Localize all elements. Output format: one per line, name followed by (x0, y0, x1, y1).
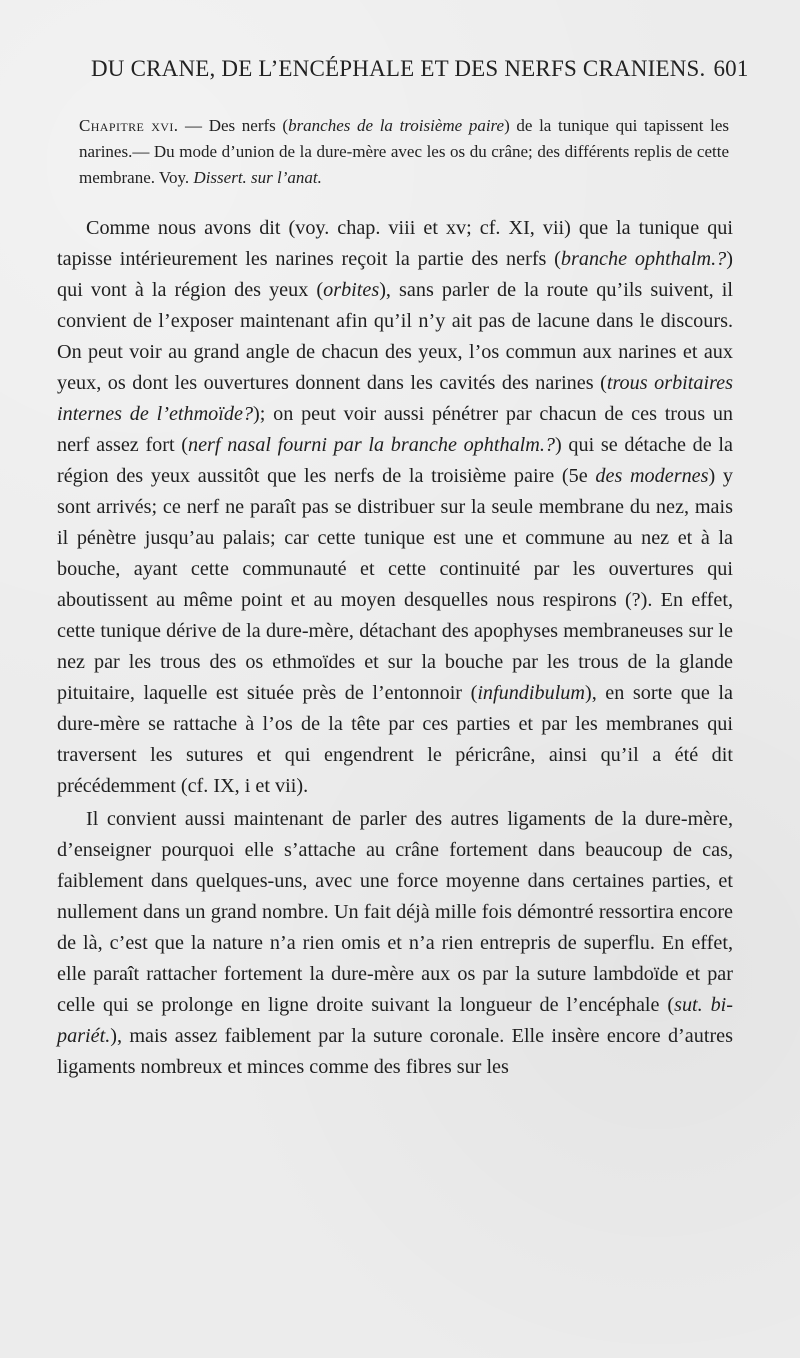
page-header-title: DU CRANE, DE L’ENCÉPHALE ET DES NERFS CRANIENS. (91, 56, 706, 81)
paragraph-2 (57, 804, 733, 1083)
paragraph-1-text-5: ) qui se détache de la région des yeux aussitôt que les nerfs de la troisième paire (5e (57, 434, 733, 487)
paragraph-1-text-2: ) qui vont à la région des yeux ( (57, 248, 733, 301)
summary-text-1: — Des nerfs ( (178, 116, 289, 135)
paragraph-1-text-7: ), en sorte que la dure-mère se rattache à l’os de la tête par ces parties et par les membranes qui traversent les sutures et qui engendrent le péricrâne, ainsi qu’il a été dit précédemment (cf. IX, i et vii). (57, 682, 733, 797)
page-number: 601 (713, 56, 749, 81)
paragraph-1-text-1: Comme nous avons dit (voy. chap. viii et xv; cf. XI, vii) que la tunique qui tapisse intérieurement les narines reçoit la partie des nerfs ( (57, 217, 733, 270)
paragraph-1-italic-4: nerf nasal fourni par la branche ophthalm.? (188, 434, 555, 456)
paragraph-1-text-4: ); on peut voir aussi pénétrer par chacun de ces trous un nerf assez fort ( (57, 403, 734, 456)
paragraph-1-text-3: ), sans parler de la route qu’ils suivent, il convient de l’exposer maintenant afin qu’il n’y ait pas de lacune dans le discours. On peut voir au grand angle de chacun des yeux, l’os commun aux narines et aux yeux, os dont les ouvertures donnent dans les cavités des narines ( (57, 279, 733, 394)
paragraph-1 (57, 213, 733, 802)
paragraph-1-text-6: ) y sont arrivés; ce nerf ne paraît pas se distribuer sur la seule membrane du nez, mais il pénètre jusqu’au palais; car cette tunique est une et commune au nez et à la bouche, ayant cette communauté et cette continuité par les ouvertures qui aboutissent au même point et au moyen desquelles nous respirons (?). En effet, cette tunique dérive de la dure-mère, détachant des apophyses membraneuses sur le nez par les trous des os ethmoïdes et sur la bouche par les trous de la glande pituitaire, laquelle est située près de l’entonnoir ( (57, 465, 733, 704)
main-text (57, 213, 733, 1083)
paragraph-2-text-1: Il convient aussi maintenant de parler des autres ligaments de la dure-mère, d’enseigner pourquoi elle s’attache au crâne fortement dans beaucoup de cas, faiblement dans quelques-uns, avec une force moyenne dans certaines parties, et nullement dans un grand nombre. Un fait déjà mille fois démontré ressortira encore de là, c’est que la nature n’a rien omis et n’a rien entrepris de superflu. En effet, elle paraît rattacher fortement la dure-mère aux os par la suture lambdoïde et par celle qui se prolonge en ligne droite suivant la longueur de l’encéphale ( (57, 808, 733, 1016)
running-header (91, 56, 749, 82)
paragraph-2-italic-1: sut. bi-pariét. (57, 994, 734, 1047)
chapter-summary (79, 113, 729, 191)
chapter-label: Chapitre xvi. (79, 116, 179, 135)
paragraph-1-italic-5: des modernes (595, 465, 709, 487)
paragraph-2-text-2: ), mais assez faiblement par la suture coronale. Elle insère encore d’autres ligaments nombreux et minces comme des fibres sur les (57, 1025, 733, 1078)
paragraph-1-italic-3: trous orbitaires internes de l’ethmoïde? (57, 372, 734, 425)
paragraph-1-italic-2: orbites (323, 279, 380, 301)
paragraph-1-italic-6: infundibulum (477, 682, 585, 704)
summary-italic-2: Dissert. sur l’anat. (193, 168, 322, 187)
paragraph-1-italic-1: branche ophthalm.? (560, 248, 727, 270)
summary-italic-1: branches de la troisième paire (288, 116, 505, 135)
summary-text-2: ) de la tunique qui tapissent les narines.— Du mode d’union de la dure-mère avec les os du crâne; des différents replis de cette membrane. Voy. (79, 116, 729, 187)
chapter-summary-text (79, 113, 729, 191)
